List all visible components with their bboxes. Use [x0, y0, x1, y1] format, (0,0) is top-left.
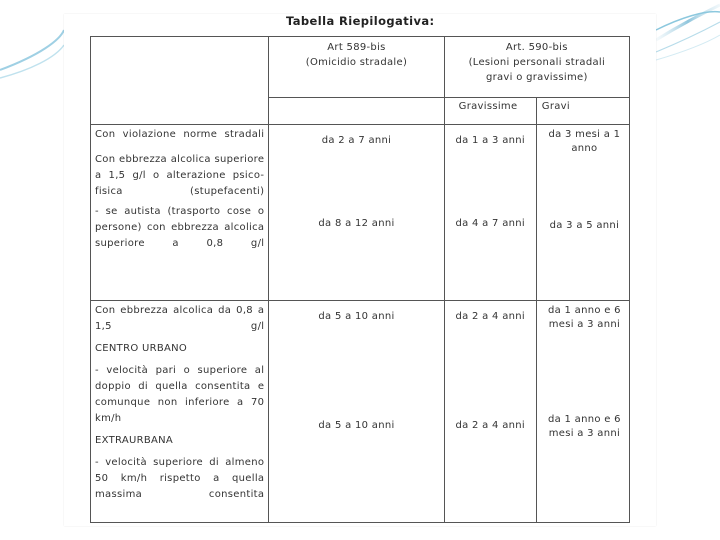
gravi-cell	[536, 125, 629, 301]
header-art589-subtitle: (Omicidio stradale)	[305, 57, 408, 68]
condition-text: Con violazione norme stradali	[95, 129, 265, 140]
table-row	[91, 301, 630, 523]
subheader-empty-cell	[269, 98, 444, 125]
header-art-589-bis	[269, 37, 444, 98]
penalty-value: da 2 a 4 anni	[455, 420, 525, 431]
header-empty-cell	[91, 37, 269, 125]
penalty-value: da 1 anno e 6 mesi a 3 anni	[547, 305, 621, 330]
condition-text: Con ebbrezza alcolica da 0,8 a 1,5 g/l	[95, 305, 265, 332]
condition-text: - se autista (trasporto cose o persone) con ebbrezza alcolica superiore a 0,8 g/l	[95, 206, 265, 249]
table-row	[91, 125, 630, 301]
condition-text: EXTRAURBANA	[95, 435, 174, 446]
conditions-cell	[91, 125, 269, 301]
header-art589-title: Art 589-bis	[327, 42, 386, 53]
gravissime-cell	[444, 301, 536, 523]
penalty-value: da 3 mesi a 1 anno	[548, 129, 621, 154]
penalty-value: da 2 a 4 anni	[455, 311, 525, 322]
penalty-value: da 4 a 7 anni	[455, 218, 525, 229]
gravi-cell	[536, 301, 629, 523]
header-art590-subtitle-2: gravi o gravissime)	[485, 72, 588, 83]
condition-text: - velocità superiore di almeno 50 km/h rispetto a quella massima consentita	[95, 457, 265, 500]
penalty-value: da 3 a 5 anni	[549, 220, 620, 231]
subheader-gravissime: Gravissime	[444, 98, 536, 125]
penalty-value: da 5 a 10 anni	[318, 311, 395, 322]
omicidio-cell	[269, 301, 444, 523]
penalty-value: da 2 a 7 anni	[321, 135, 392, 146]
summary-table	[90, 36, 630, 523]
document-title: Tabella Riepilogativa:	[286, 14, 435, 28]
penalty-value: da 1 a 3 anni	[455, 135, 525, 146]
condition-text: - velocità pari o superiore al doppio di quella consentita e comunque non inferiore a 70 km/h	[95, 365, 265, 424]
header-art590-title: Art. 590-bis	[505, 42, 568, 53]
table-header-row	[91, 37, 630, 98]
gravissime-cell	[444, 125, 536, 301]
condition-text: CENTRO URBANO	[95, 343, 188, 354]
subheader-gravi: Gravi	[536, 98, 629, 125]
document-page	[64, 14, 656, 526]
penalty-value: da 1 anno e 6 mesi a 3 anni	[547, 414, 621, 439]
header-art-590-bis	[444, 37, 629, 98]
omicidio-cell	[269, 125, 444, 301]
condition-text: Con ebbrezza alcolica superiore a 1,5 g/l o alterazione psico-fisica (stupefacenti)	[95, 154, 265, 197]
penalty-value: da 8 a 12 anni	[318, 218, 395, 229]
header-art590-subtitle-1: (Lesioni personali stradali	[468, 57, 606, 68]
penalty-value: da 5 a 10 anni	[318, 420, 395, 431]
conditions-cell	[91, 301, 269, 523]
